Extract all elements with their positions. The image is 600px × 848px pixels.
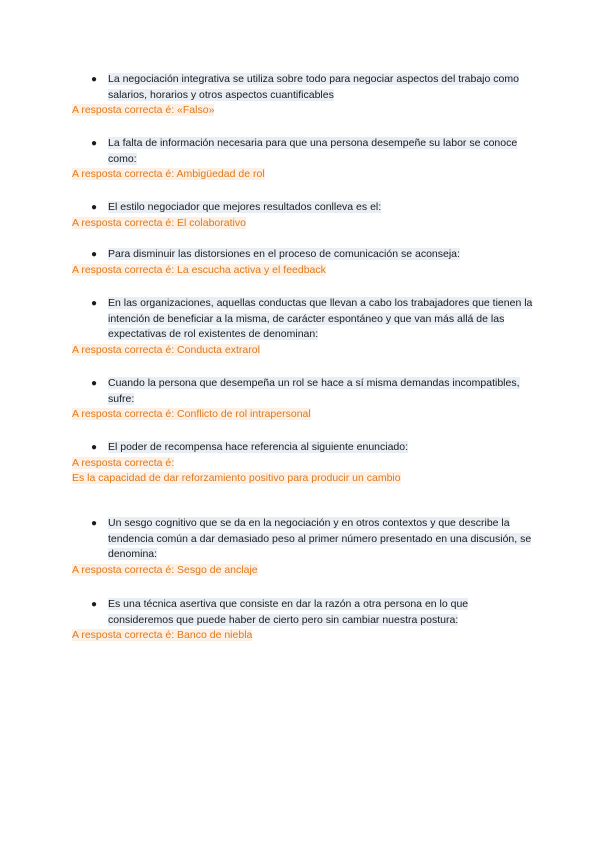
bullet-icon: ●	[91, 138, 98, 149]
question-text: Es una técnica asertiva que consiste en dar la razón a otra persona en lo que consideremos que puede haber de cierto pero sin cambiar nuestra postura:	[108, 598, 469, 626]
qa-item-6	[0, 376, 600, 423]
question	[91, 597, 536, 628]
answer-text: A resposta correcta é: El colaborativo	[72, 216, 246, 229]
bullet-icon: ●	[91, 599, 98, 610]
qa-item-1	[0, 72, 600, 119]
qa-item-3	[0, 200, 600, 231]
question	[91, 72, 536, 103]
answer-text: A resposta correcta é:	[72, 456, 175, 469]
question-text: El estilo negociador que mejores resultados conlleva es el:	[108, 201, 382, 213]
question-text: Para disminuir las distorsiones en el proceso de comunicación se aconseja:	[108, 248, 460, 260]
answer-text: A resposta correcta é: Sesgo de anclaje	[72, 563, 258, 576]
question	[91, 247, 536, 263]
answer	[72, 263, 600, 279]
bullet-icon: ●	[91, 202, 98, 213]
answer	[72, 343, 600, 359]
answer	[72, 407, 600, 423]
qa-item-5	[0, 296, 600, 358]
answer-text: A resposta correcta é: Conflicto de rol intrapersonal	[72, 408, 311, 420]
question	[91, 136, 536, 167]
answer	[72, 456, 600, 472]
answer-continuation	[72, 471, 600, 487]
bullet-icon: ●	[91, 518, 98, 529]
answer-text: A resposta correcta é: Banco de niebla	[72, 629, 253, 641]
question	[91, 200, 536, 216]
question-text: La falta de información necesaria para que una persona desempeñe su labor se conoce como:	[108, 137, 518, 165]
qa-item-9	[0, 597, 600, 644]
question-text: La negociación integrativa se utiliza sobre todo para negociar aspectos del trabajo como salarios, horarios y otros aspectos cuantificables	[108, 73, 519, 101]
answer-text: A resposta correcta é: Ambigüedad de rol	[72, 168, 265, 180]
bullet-icon: ●	[91, 378, 98, 389]
qa-item-4	[0, 247, 600, 278]
qa-item-7	[0, 440, 600, 487]
bullet-icon: ●	[91, 298, 98, 309]
question	[91, 376, 536, 407]
answer	[72, 628, 600, 644]
question	[91, 440, 536, 456]
bullet-icon: ●	[91, 74, 98, 85]
qa-item-8	[0, 516, 600, 578]
answer-text: Es la capacidad de dar reforzamiento positivo para producir un cambio	[72, 472, 401, 484]
answer	[72, 216, 600, 232]
qa-item-2	[0, 136, 600, 183]
question-text: El poder de recompensa hace referencia al siguiente enunciado:	[108, 441, 409, 453]
question-text: Un sesgo cognitivo que se da en la negociación y en otros contextos y que describe la tendencia común a dar demasiado peso al primer número presentado en una discusión, se denomina:	[108, 517, 532, 560]
question	[91, 516, 536, 563]
question	[91, 296, 536, 343]
answer	[72, 103, 600, 119]
question-text: Cuando la persona que desempeña un rol se hace a sí misma demandas incompatibles, sufre:	[108, 377, 520, 405]
answer-text: A resposta correcta é: La escucha activa y el feedback	[72, 263, 326, 276]
bullet-icon: ●	[91, 442, 98, 453]
answer	[72, 167, 600, 183]
question-text: En las organizaciones, aquellas conductas que llevan a cabo los trabajadores que tienen la intención de beneficiar a la misma, de carácter espontáneo y que van más allá de las expectativas de rol existentes de denominan:	[108, 297, 533, 340]
bullet-icon: ●	[91, 249, 98, 260]
answer-text: A resposta correcta é: Conducta extrarol	[72, 343, 260, 356]
answer-text: A resposta correcta é: «Falso»	[72, 104, 215, 116]
answer	[72, 563, 600, 579]
